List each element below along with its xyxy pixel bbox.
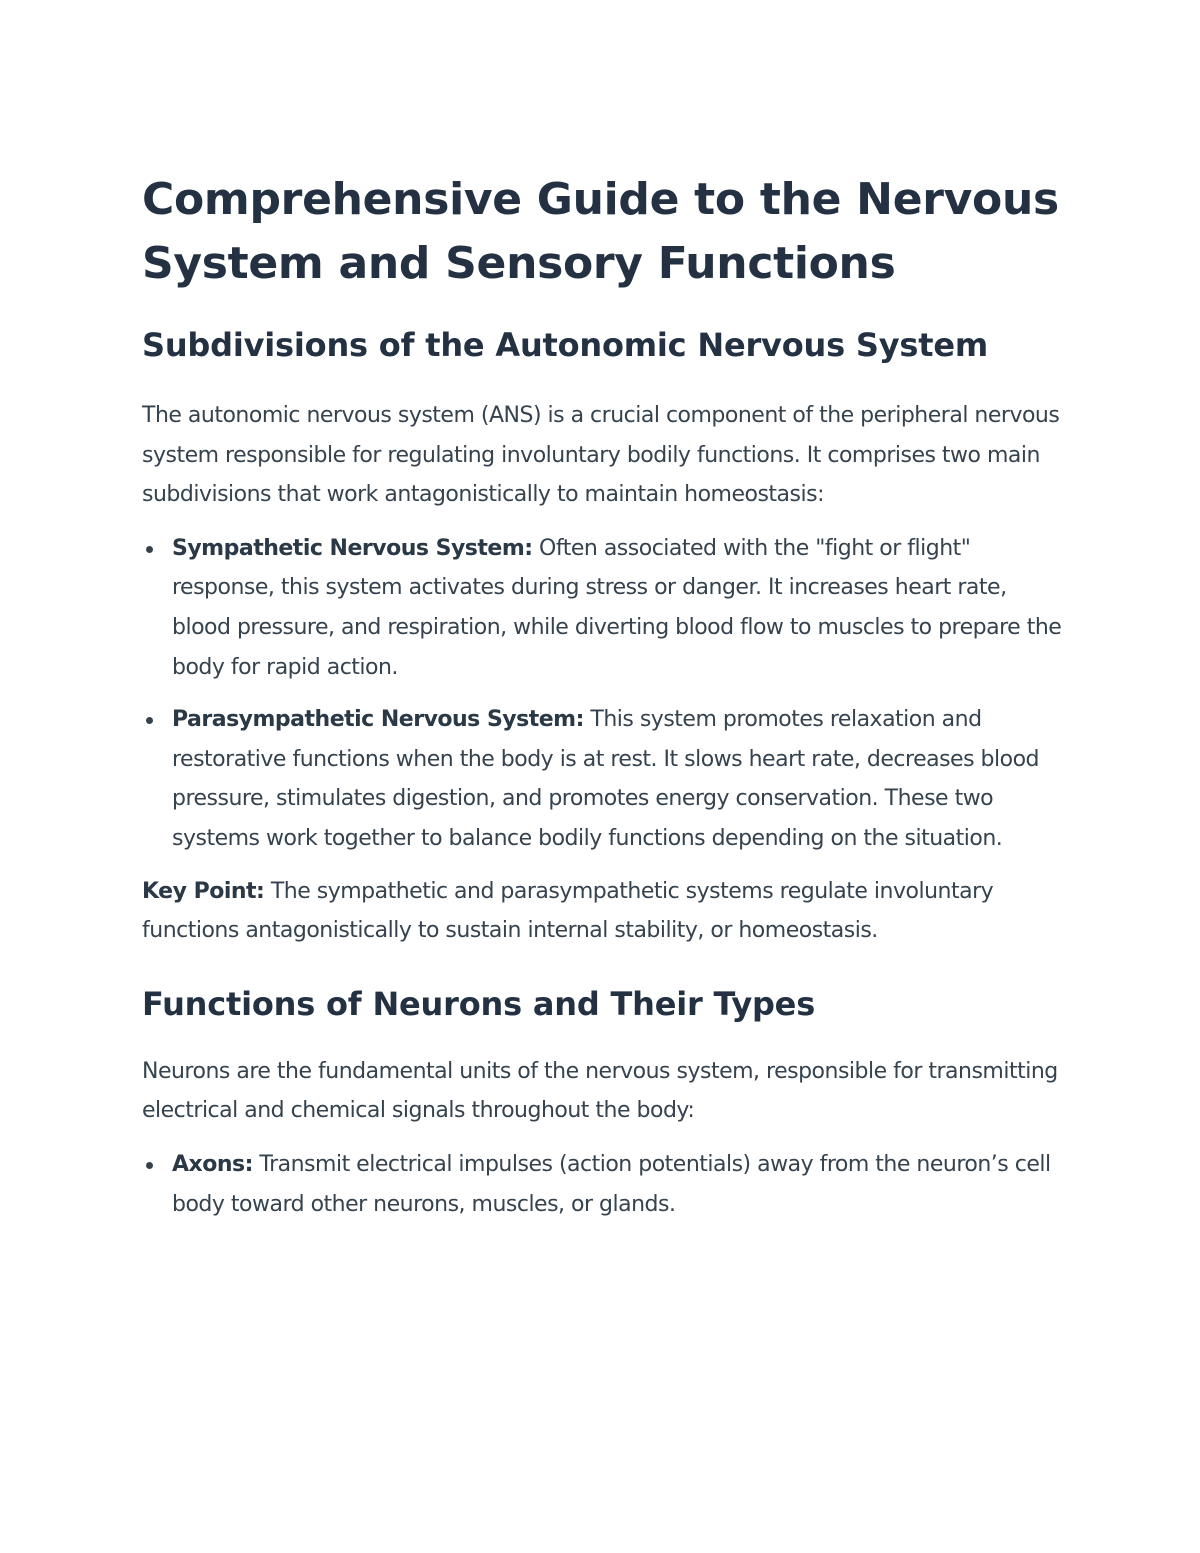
list-item-term: Axons: — [172, 1151, 253, 1177]
list-item-text: Often associated with the "fight or flight" response, this system activates during stress or danger. It increases heart rate, blood pressure, and respiration, while diverting blood flow to muscles to prepare the body for rapid action. — [172, 535, 1062, 680]
neuron-parts-list — [142, 1145, 1062, 1224]
list-item — [172, 700, 1062, 858]
section-intro-neurons: Neurons are the fundamental units of the nervous system, responsible for transmitting electrical and chemical signals throughout the body: — [142, 1058, 1058, 1124]
list-item-text: This system promotes relaxation and restorative functions when the body is at rest. It slows heart rate, decreases blood pressure, stimulates digestion, and promotes energy conservation. These two systems work together to balance bodily functions depending on the situation. — [172, 707, 1040, 851]
section-heading-autonomic: Subdivisions of the Autonomic Nervous System — [142, 326, 988, 364]
list-item-term: Parasympathetic Nervous System: — [172, 707, 584, 733]
bullet-icon — [146, 1162, 153, 1169]
list-item — [172, 529, 1062, 687]
list-item — [172, 1145, 1062, 1224]
list-item-text: Transmit electrical impulses (action potentials) away from the neuron’s cell body toward other neurons, muscles, or glands. — [172, 1151, 1051, 1217]
document-title: Comprehensive Guide to the Nervous System and Sensory Functions — [142, 174, 1059, 289]
subdivisions-list — [142, 529, 1062, 859]
list-item-term: Sympathetic Nervous System: — [172, 535, 533, 561]
bullet-icon — [146, 717, 153, 724]
document-page — [142, 168, 1062, 1237]
bullet-icon — [146, 546, 153, 553]
section-heading-neurons: Functions of Neurons and Their Types — [142, 984, 816, 1023]
section-intro-autonomic: The autonomic nervous system (ANS) is a crucial component of the peripheral nervous system responsible for regulating involuntary bodily functions. It comprises two main subdivisions that work antagonistically to maintain homeostasis: — [142, 403, 1060, 508]
key-point-label: Key Point: — [142, 878, 265, 904]
key-point-text: The sympathetic and parasympathetic systems regulate involuntary functions antagonistically to sustain internal stability, or homeostasis. — [142, 878, 994, 944]
key-point — [142, 872, 1062, 951]
